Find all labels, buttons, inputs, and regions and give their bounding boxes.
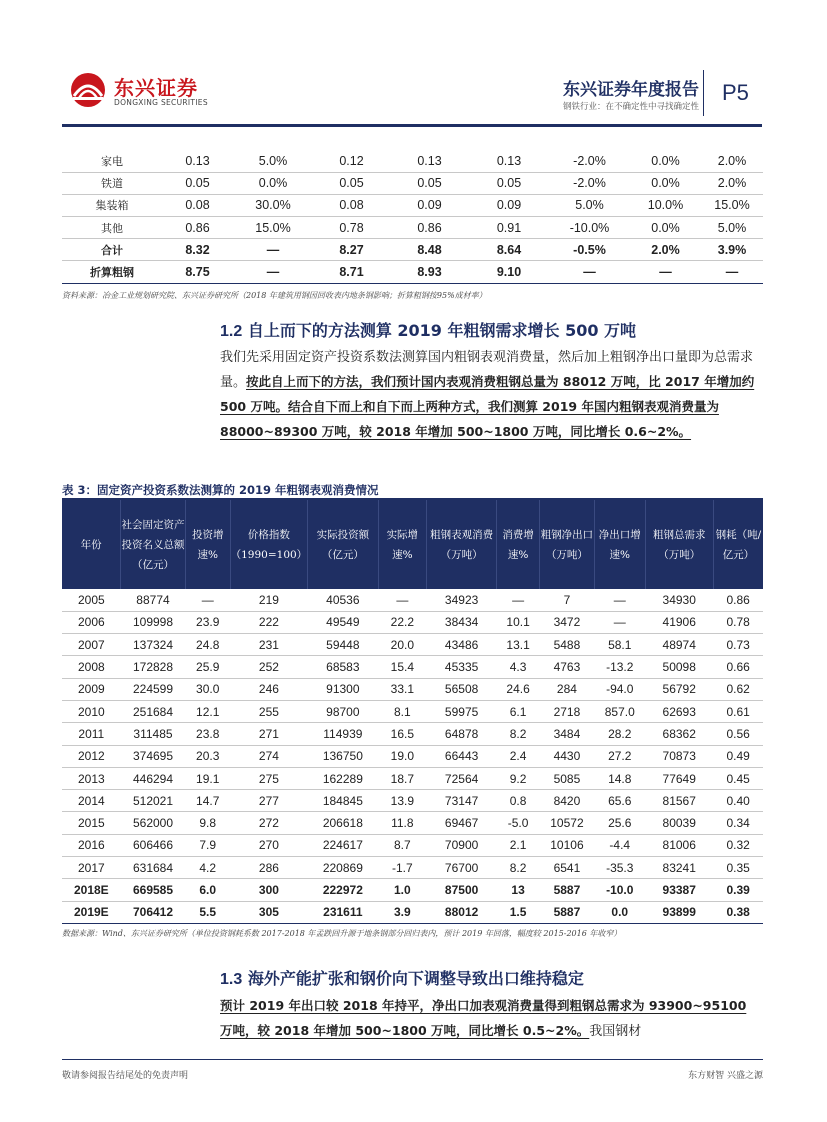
table-cell: 62693 xyxy=(645,700,713,722)
table-cell: 6.1 xyxy=(497,700,540,722)
table-cell: 88012 xyxy=(427,901,497,923)
table-cell: 0.0 xyxy=(594,901,645,923)
table-cell: 73147 xyxy=(427,790,497,812)
table-cell: 4.3 xyxy=(497,656,540,678)
table-cell: 0.56 xyxy=(713,723,763,745)
column-header: 投资增速% xyxy=(185,500,230,589)
table-cell: 220869 xyxy=(308,857,378,879)
table-row xyxy=(62,261,763,283)
row-year: 2012 xyxy=(62,745,121,767)
table-cell: 70900 xyxy=(427,834,497,856)
table-cell: 8.1 xyxy=(378,700,427,722)
table-cell: 58.1 xyxy=(594,634,645,656)
table-cell: 24.6 xyxy=(497,678,540,700)
table-cell: 162289 xyxy=(308,767,378,789)
table-cell: 0.08 xyxy=(313,194,390,216)
table-row xyxy=(62,611,763,633)
table-cell: 3472 xyxy=(540,611,595,633)
table-cell: 255 xyxy=(230,700,308,722)
table-cell: 98700 xyxy=(308,700,378,722)
table-cell: 68583 xyxy=(308,656,378,678)
section-1-2-text-bold: 按此自上而下的方法，我们预计国内表观消费粗钢总量为 88012 万吨，比 2017 年增加约 500 万吨。结合自下而上和自下而上两种方式，我们测算 2019 年国内粗钢表观消费量为 88000~89300 万吨，较 2018 年增加 500~1800 万吨，同比增长 0.6~2%。 xyxy=(220,374,755,439)
table-cell: 25.6 xyxy=(594,812,645,834)
table-cell: -10.0 xyxy=(594,879,645,901)
table-cell: — xyxy=(185,589,230,611)
table-cell: 23.9 xyxy=(185,611,230,633)
table-cell: 0.62 xyxy=(713,678,763,700)
row-label: 集装箱 xyxy=(62,194,162,216)
table-cell: 0.35 xyxy=(713,857,763,879)
table-cell: 286 xyxy=(230,857,308,879)
table-cell: 300 xyxy=(230,879,308,901)
table-row xyxy=(62,217,763,239)
table-cell: 72564 xyxy=(427,767,497,789)
table-cell: 8.27 xyxy=(313,239,390,261)
table-cell: 0.05 xyxy=(469,172,549,194)
table-cell: 45335 xyxy=(427,656,497,678)
table-cell: 2.0% xyxy=(701,150,763,172)
table-cell: 512021 xyxy=(121,790,186,812)
section-1-3-number: 1.3 xyxy=(220,971,243,988)
table-cell: — xyxy=(497,589,540,611)
table-cell: 2.4 xyxy=(497,745,540,767)
table-cell: 30.0% xyxy=(233,194,313,216)
table-cell: — xyxy=(594,589,645,611)
table-cell: — xyxy=(630,261,701,283)
table-row xyxy=(62,879,763,901)
table-cell: 5.0% xyxy=(549,194,630,216)
table-cell: 70873 xyxy=(645,745,713,767)
table-cell: 23.8 xyxy=(185,723,230,745)
table-cell: 6541 xyxy=(540,857,595,879)
table-row xyxy=(62,901,763,923)
table-cell: 0.49 xyxy=(713,745,763,767)
table-cell: 33.1 xyxy=(378,678,427,700)
table-cell: 14.8 xyxy=(594,767,645,789)
table-cell: 56792 xyxy=(645,678,713,700)
table-cell: 11.8 xyxy=(378,812,427,834)
table-cell: 0.45 xyxy=(713,767,763,789)
table-cell: 64878 xyxy=(427,723,497,745)
report-title: 东兴证券年度报告 xyxy=(563,80,699,100)
row-year: 2011 xyxy=(62,723,121,745)
table-cell: — xyxy=(549,261,630,283)
table-cell: 0.66 xyxy=(713,656,763,678)
table-cell: 0.0% xyxy=(233,172,313,194)
table-cell: 7.9 xyxy=(185,834,230,856)
table-cell: 80039 xyxy=(645,812,713,834)
page-number: P5 xyxy=(722,80,749,105)
table-cell: 222972 xyxy=(308,879,378,901)
table-row xyxy=(62,194,763,216)
table-cell: 631684 xyxy=(121,857,186,879)
table-cell: 7 xyxy=(540,589,595,611)
table-cell: 0.8 xyxy=(497,790,540,812)
table-cell: 28.2 xyxy=(594,723,645,745)
header-rule xyxy=(62,124,762,127)
table-cell: 5887 xyxy=(540,901,595,923)
table-cell: 15.0% xyxy=(233,217,313,239)
table-cell: 2718 xyxy=(540,700,595,722)
row-year: 2013 xyxy=(62,767,121,789)
table3-source-note: 数据来源：Wind、东兴证券研究所（单位投资钢耗系数 2017-2018 年孟跌回升源于地条钢部分回归表内，预计 2019 年回落，幅度较 2015-2016 年收窄） xyxy=(62,929,622,938)
table-cell: -2.0% xyxy=(549,172,630,194)
row-year: 2006 xyxy=(62,611,121,633)
row-year: 2019E xyxy=(62,901,121,923)
table-cell: 93899 xyxy=(645,901,713,923)
table-cell: 49549 xyxy=(308,611,378,633)
table-cell: 20.0 xyxy=(378,634,427,656)
table-row xyxy=(62,767,763,789)
table-cell: 5887 xyxy=(540,879,595,901)
column-header: 粗钢表观消费（万吨） xyxy=(427,500,497,589)
row-year: 2016 xyxy=(62,834,121,856)
table-cell: — xyxy=(378,589,427,611)
table-cell: 272 xyxy=(230,812,308,834)
table3-title: 表 3：固定资产投资系数法测算的 2019 年粗钢表观消费情况 xyxy=(62,483,379,497)
row-year: 2010 xyxy=(62,700,121,722)
column-header: 粗钢净出口（万吨） xyxy=(540,500,595,589)
table-cell: 0.0% xyxy=(630,172,701,194)
table-cell: — xyxy=(594,611,645,633)
row-year: 2015 xyxy=(62,812,121,834)
table-cell: 0.73 xyxy=(713,634,763,656)
table-cell: 18.7 xyxy=(378,767,427,789)
table-row xyxy=(62,678,763,700)
table-cell: 34923 xyxy=(427,589,497,611)
table-cell: 4430 xyxy=(540,745,595,767)
table-row xyxy=(62,634,763,656)
row-label: 合计 xyxy=(62,239,162,261)
table-cell: 8.71 xyxy=(313,261,390,283)
column-header: 实际投资额（亿元） xyxy=(308,500,378,589)
table-cell: 65.6 xyxy=(594,790,645,812)
table-cell: 50098 xyxy=(645,656,713,678)
table-cell: 4763 xyxy=(540,656,595,678)
table-cell: 0.13 xyxy=(162,150,233,172)
table-row xyxy=(62,656,763,678)
table-cell: 20.3 xyxy=(185,745,230,767)
table-cell: 2.0% xyxy=(701,172,763,194)
table-cell: 0.91 xyxy=(469,217,549,239)
table-row xyxy=(62,700,763,722)
row-label: 其他 xyxy=(62,217,162,239)
table-cell: 8.32 xyxy=(162,239,233,261)
table-row xyxy=(62,812,763,834)
table-cell: — xyxy=(233,261,313,283)
section-1-3-text-plain: 我国钢材 xyxy=(589,1024,642,1039)
footer-rule xyxy=(62,1059,763,1060)
table-cell: 246 xyxy=(230,678,308,700)
table-cell: 231 xyxy=(230,634,308,656)
table-cell: 56508 xyxy=(427,678,497,700)
table-cell: 224617 xyxy=(308,834,378,856)
table-cell: 0.05 xyxy=(390,172,469,194)
table-cell: 284 xyxy=(540,678,595,700)
fixed-asset-investment-table xyxy=(62,500,763,924)
table-cell: 0.39 xyxy=(713,879,763,901)
table-cell: 562000 xyxy=(121,812,186,834)
section-1-2-number: 1.2 xyxy=(220,323,243,340)
table-cell: 19.1 xyxy=(185,767,230,789)
table-cell: 5.5 xyxy=(185,901,230,923)
table-cell: 19.0 xyxy=(378,745,427,767)
column-header: 实际增速% xyxy=(378,500,427,589)
table-cell: 5.0% xyxy=(233,150,313,172)
table-cell: 3.9 xyxy=(378,901,427,923)
table-cell: 59975 xyxy=(427,700,497,722)
table-cell: 16.5 xyxy=(378,723,427,745)
table-cell: 25.9 xyxy=(185,656,230,678)
table-cell: 13.9 xyxy=(378,790,427,812)
table-cell: 857.0 xyxy=(594,700,645,722)
table-cell: 83241 xyxy=(645,857,713,879)
table-cell: -5.0 xyxy=(497,812,540,834)
table-row xyxy=(62,172,763,194)
table-cell: 10.0% xyxy=(630,194,701,216)
steel-demand-table xyxy=(62,150,763,284)
table-cell: -4.4 xyxy=(594,834,645,856)
table-row xyxy=(62,834,763,856)
table-cell: 0.40 xyxy=(713,790,763,812)
table-cell: 172828 xyxy=(121,656,186,678)
column-header: 价格指数（1990=100） xyxy=(230,500,308,589)
table-cell: 224599 xyxy=(121,678,186,700)
table-cell: 222 xyxy=(230,611,308,633)
table-cell: 6.0 xyxy=(185,879,230,901)
table-cell: 184845 xyxy=(308,790,378,812)
table-cell: 9.2 xyxy=(497,767,540,789)
table-cell: 15.4 xyxy=(378,656,427,678)
table-cell: 2.0% xyxy=(630,239,701,261)
table-cell: 0.38 xyxy=(713,901,763,923)
table-cell: 27.2 xyxy=(594,745,645,767)
table-cell: 0.61 xyxy=(713,700,763,722)
table-cell: 274 xyxy=(230,745,308,767)
table-cell: 38434 xyxy=(427,611,497,633)
table-row xyxy=(62,790,763,812)
table-cell: 5.0% xyxy=(701,217,763,239)
table-cell: 69467 xyxy=(427,812,497,834)
row-year: 2007 xyxy=(62,634,121,656)
table-cell: 5488 xyxy=(540,634,595,656)
table-cell: 30.0 xyxy=(185,678,230,700)
table-cell: 0.0% xyxy=(630,217,701,239)
table-cell: 34930 xyxy=(645,589,713,611)
table-cell: 81567 xyxy=(645,790,713,812)
table-cell: 14.7 xyxy=(185,790,230,812)
footer-slogan: 东方财智 兴盛之源 xyxy=(688,1071,763,1081)
table-cell: 8.75 xyxy=(162,261,233,283)
table-cell: 136750 xyxy=(308,745,378,767)
table-cell: 271 xyxy=(230,723,308,745)
section-1-3-text-bold: 预计 2019 年出口较 2018 年持平，净出口加表观消费量得到粗钢总需求为 93900~95100 万吨，较 2018 年增加 500~1800 万吨，同比增长 0.5~2%。 xyxy=(220,998,747,1038)
table-cell: 76700 xyxy=(427,857,497,879)
header-divider xyxy=(703,70,704,116)
table-cell: 0.78 xyxy=(313,217,390,239)
table-cell: 0.05 xyxy=(313,172,390,194)
table-cell: 706412 xyxy=(121,901,186,923)
table-cell: 0.13 xyxy=(390,150,469,172)
table-cell: 8420 xyxy=(540,790,595,812)
column-header: 消费增速% xyxy=(497,500,540,589)
table-cell: 87500 xyxy=(427,879,497,901)
report-subtitle: 钢铁行业：在不确定性中寻找确定性 xyxy=(562,102,699,112)
column-header: 年份 xyxy=(62,500,121,589)
table-cell: 305 xyxy=(230,901,308,923)
table-cell: — xyxy=(701,261,763,283)
table-cell: 0.86 xyxy=(713,589,763,611)
row-year: 2014 xyxy=(62,790,121,812)
table-cell: 0.08 xyxy=(162,194,233,216)
table-cell: 68362 xyxy=(645,723,713,745)
table-cell: 12.1 xyxy=(185,700,230,722)
table-cell: 66443 xyxy=(427,745,497,767)
table-cell: 43486 xyxy=(427,634,497,656)
section-1-2-title: 自上而下的方法测算 2019 年粗钢需求增长 500 万吨 xyxy=(247,321,637,340)
table-cell: 77649 xyxy=(645,767,713,789)
table-cell: 275 xyxy=(230,767,308,789)
table-cell: 277 xyxy=(230,790,308,812)
table-cell: -10.0% xyxy=(549,217,630,239)
table-cell: 15.0% xyxy=(701,194,763,216)
table-cell: 4.2 xyxy=(185,857,230,879)
table-cell: 270 xyxy=(230,834,308,856)
table-row xyxy=(62,745,763,767)
table-cell: 0.0% xyxy=(630,150,701,172)
table-cell: 109998 xyxy=(121,611,186,633)
table-cell: -94.0 xyxy=(594,678,645,700)
table-cell: 41906 xyxy=(645,611,713,633)
table-cell: 8.93 xyxy=(390,261,469,283)
table-cell: 8.2 xyxy=(497,723,540,745)
table-cell: 8.48 xyxy=(390,239,469,261)
table-cell: 59448 xyxy=(308,634,378,656)
row-year: 2009 xyxy=(62,678,121,700)
table-cell: 251684 xyxy=(121,700,186,722)
table-cell: 0.32 xyxy=(713,834,763,856)
table-cell: -35.3 xyxy=(594,857,645,879)
table-cell: 446294 xyxy=(121,767,186,789)
table-cell: 219 xyxy=(230,589,308,611)
table-cell: 3484 xyxy=(540,723,595,745)
table-row xyxy=(62,589,763,611)
table-cell: 8.2 xyxy=(497,857,540,879)
table1-source-note: 资料来源：冶金工业规划研究院、东兴证券研究所（2018 年建筑用钢因回收表内地条钢影响；折算粗钢按95%成材率） xyxy=(62,291,487,300)
table-cell: 0.34 xyxy=(713,812,763,834)
table-cell: 0.05 xyxy=(162,172,233,194)
table-cell: 0.12 xyxy=(313,150,390,172)
table-cell: 1.5 xyxy=(497,901,540,923)
table-cell: 374695 xyxy=(121,745,186,767)
table-row xyxy=(62,723,763,745)
table-cell: 0.09 xyxy=(469,194,549,216)
table-cell: 8.7 xyxy=(378,834,427,856)
table-cell: 5085 xyxy=(540,767,595,789)
section-1-3-title: 海外产能扩张和钢价向下调整导致出口维持稳定 xyxy=(247,969,584,988)
company-logo-icon xyxy=(68,72,108,108)
table-cell: 669585 xyxy=(121,879,186,901)
table-cell: 48974 xyxy=(645,634,713,656)
table-cell: 0.86 xyxy=(390,217,469,239)
row-label: 铁道 xyxy=(62,172,162,194)
table-cell: 9.8 xyxy=(185,812,230,834)
table-cell: 10.1 xyxy=(497,611,540,633)
section-1-3-paragraph xyxy=(220,994,763,1044)
table-cell: -13.2 xyxy=(594,656,645,678)
table-cell: 252 xyxy=(230,656,308,678)
table-cell: 206618 xyxy=(308,812,378,834)
table-cell: 311485 xyxy=(121,723,186,745)
table-row xyxy=(62,150,763,172)
row-year: 2005 xyxy=(62,589,121,611)
section-1-2-paragraph xyxy=(220,346,763,445)
table-cell: 10106 xyxy=(540,834,595,856)
table-cell: 2.1 xyxy=(497,834,540,856)
table-cell: 93387 xyxy=(645,879,713,901)
column-header: 社会固定资产投资名义总额（亿元） xyxy=(121,500,186,589)
section-1-2-heading xyxy=(220,318,636,341)
table-cell: 137324 xyxy=(121,634,186,656)
table-cell: 13 xyxy=(497,879,540,901)
table-cell: 0.13 xyxy=(469,150,549,172)
table-cell: -1.7 xyxy=(378,857,427,879)
table-cell: — xyxy=(233,239,313,261)
table-cell: -2.0% xyxy=(549,150,630,172)
table-cell: 0.78 xyxy=(713,611,763,633)
footer-disclaimer: 敬请参阅报告结尾处的免责声明 xyxy=(62,1071,189,1081)
table-cell: 8.64 xyxy=(469,239,549,261)
column-header: 钢耗（吨/亿元） xyxy=(713,500,763,589)
row-year: 2018E xyxy=(62,879,121,901)
table-cell: 0.86 xyxy=(162,217,233,239)
table-cell: 606466 xyxy=(121,834,186,856)
section-1-2-text-plain: 我们先采用固定资产投资系数法测算国内粗钢表观消费量，然后加上粗钢净出口量即为总需求量。 xyxy=(220,350,754,390)
row-year: 2008 xyxy=(62,656,121,678)
table-cell: 10572 xyxy=(540,812,595,834)
table-cell: 81006 xyxy=(645,834,713,856)
table-cell: 88774 xyxy=(121,589,186,611)
table-cell: 114939 xyxy=(308,723,378,745)
table-cell: 24.8 xyxy=(185,634,230,656)
row-label: 家电 xyxy=(62,150,162,172)
table-cell: 22.2 xyxy=(378,611,427,633)
column-header: 粗钢总需求（万吨） xyxy=(645,500,713,589)
brand-name-en: DONGXING SECURITIES xyxy=(114,98,208,107)
table-cell: -0.5% xyxy=(549,239,630,261)
table-cell: 40536 xyxy=(308,589,378,611)
table-row xyxy=(62,239,763,261)
row-year: 2017 xyxy=(62,857,121,879)
table-cell: 9.10 xyxy=(469,261,549,283)
table-cell: 3.9% xyxy=(701,239,763,261)
table-cell: 13.1 xyxy=(497,634,540,656)
table-cell: 1.0 xyxy=(378,879,427,901)
section-1-3-heading xyxy=(220,966,584,989)
table-row xyxy=(62,857,763,879)
table-cell: 91300 xyxy=(308,678,378,700)
table-cell: 0.09 xyxy=(390,194,469,216)
row-label: 折算粗钢 xyxy=(62,261,162,283)
column-header: 净出口增速% xyxy=(594,500,645,589)
table-cell: 231611 xyxy=(308,901,378,923)
brand-name-cn: 东兴证券 xyxy=(114,76,198,100)
